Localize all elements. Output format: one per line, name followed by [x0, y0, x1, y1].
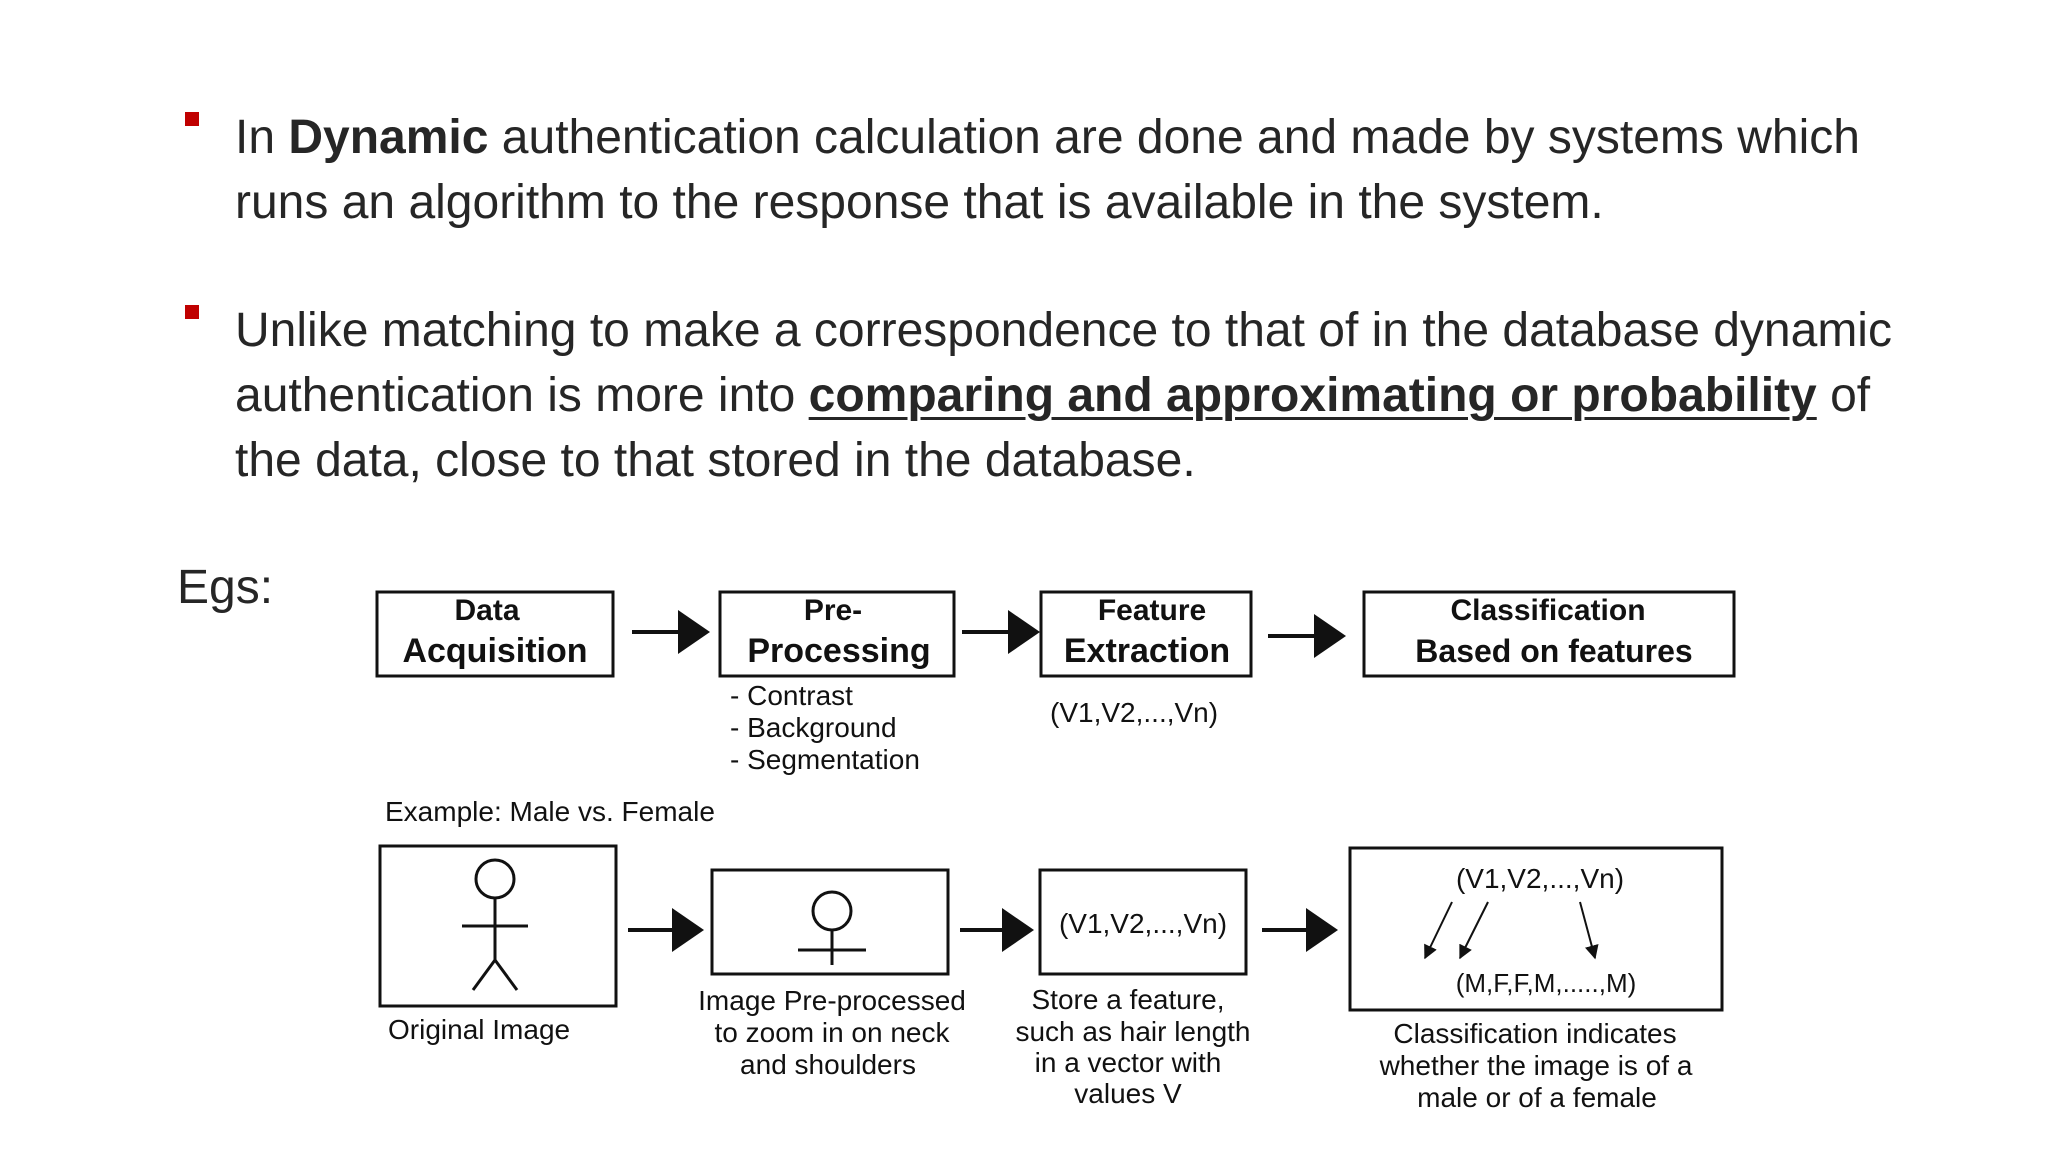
bullet-text-part: of the data, close to that stored in the database. — [235, 369, 1871, 487]
svg-text:Store a feature,: Store a feature, — [1031, 984, 1225, 1015]
bullet-underlined-term: comparing and approximating or probability — [808, 369, 1817, 422]
arrow-bottom-3 — [1262, 908, 1338, 952]
box-feature-extraction — [1041, 592, 1251, 676]
arrow-top-1 — [632, 610, 710, 654]
caption-preprocessed — [698, 985, 966, 1080]
box-preprocessed-image — [712, 870, 948, 974]
feature-vector-label: (V1,V2,...,Vn) — [1050, 697, 1219, 728]
bullet-text-part: authentication calculation are done and made by systems which runs an algorithm to the response that is available in the system. — [235, 111, 1860, 229]
box-feature-vector — [1040, 870, 1246, 974]
arrow-top-3 — [1268, 614, 1346, 658]
svg-text:values V: values V — [1074, 1078, 1182, 1109]
box-label-line2: Acquisition — [402, 632, 588, 670]
class-labels: (M,F,F,M,.....,M) — [1455, 968, 1637, 998]
caption-feature — [1015, 984, 1250, 1109]
svg-text:and shoulders: and shoulders — [740, 1049, 916, 1080]
svg-text:to zoom in on neck: to zoom in on neck — [714, 1017, 950, 1048]
caption-original-image: Original Image — [388, 1014, 571, 1045]
bullet-text-part: Unlike matching to make a correspondence to that of in the database dynamic authentication is more into — [235, 304, 1892, 422]
box-classification-result — [1350, 848, 1722, 1010]
box-label-line1: Pre- — [803, 594, 863, 627]
box-label-line1: Classification — [1450, 594, 1646, 627]
note-segmentation: - Segmentation — [730, 744, 920, 775]
svg-text:Image Pre-processed: Image Pre-processed — [698, 985, 966, 1016]
arrow-bottom-2 — [960, 908, 1034, 952]
box-label-line2: Extraction — [1063, 632, 1231, 670]
bullet-text-part: In — [235, 111, 289, 164]
box-classification — [1364, 592, 1734, 676]
box-label-line1: Data — [454, 594, 520, 627]
bullet-bold-term: Dynamic — [288, 111, 489, 164]
svg-text:Classification indicates: Classification indicates — [1393, 1018, 1677, 1049]
preprocessing-notes — [730, 680, 920, 775]
arrow-bottom-1 — [628, 908, 704, 952]
example-label: Example: Male vs. Female — [385, 796, 715, 827]
arrow-top-2 — [962, 610, 1040, 654]
box-data-acquisition — [377, 592, 613, 676]
box-pre-processing — [720, 592, 954, 676]
box-label-line2: Based on features — [1415, 633, 1693, 669]
box-original-image — [380, 846, 616, 1006]
egs-label: Egs: — [177, 561, 274, 614]
svg-text:in a vector with: in a vector with — [1034, 1047, 1222, 1078]
note-contrast: - Contrast — [730, 680, 853, 711]
class-vector-label: (V1,V2,...,Vn) — [1455, 863, 1625, 894]
svg-text:male or of a female: male or of a female — [1417, 1082, 1657, 1113]
note-background: - Background — [730, 712, 897, 743]
box-label-line2: Processing — [747, 632, 931, 670]
vector-box-label: (V1,V2,...,Vn) — [1058, 908, 1228, 939]
caption-classification — [1379, 1018, 1693, 1113]
svg-text:whether the image is of a: whether the image is of a — [1379, 1050, 1693, 1081]
box-label-line1: Feature — [1097, 594, 1207, 627]
svg-text:such as hair length: such as hair length — [1015, 1016, 1251, 1047]
